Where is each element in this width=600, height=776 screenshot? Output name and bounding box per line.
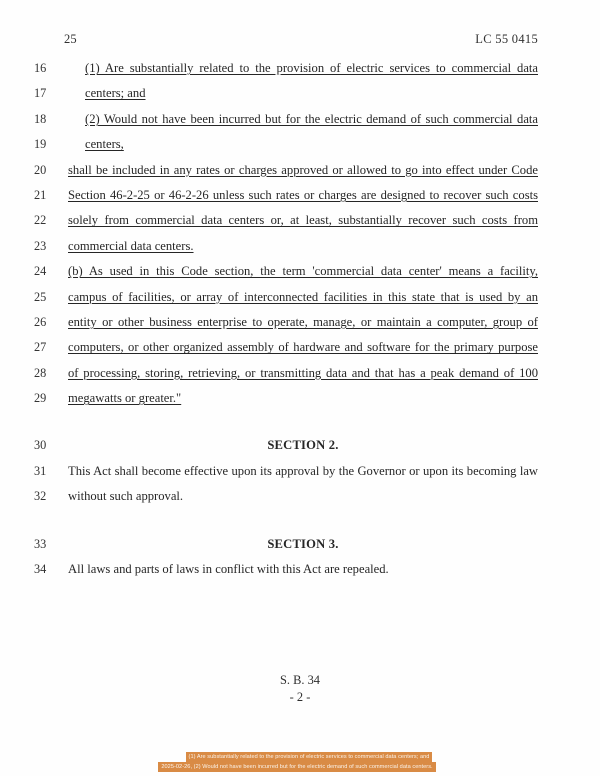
line-number: 34 [34, 562, 47, 577]
line-number: 16 [34, 61, 47, 75]
line-text: campus of facilities, or array of interconnected facilities in this state that is used by an [68, 289, 538, 304]
line-text: megawatts or greater." [68, 391, 182, 406]
line-number: 31 [34, 463, 47, 478]
document-line [0, 261, 600, 286]
document-line [0, 109, 600, 134]
line-number: 17 [34, 86, 47, 101]
annotation-line-1-text: (1) Are substantially related to the provision of electric services to commercial data centers; and [188, 753, 430, 760]
line-number: 28 [34, 365, 47, 380]
page-header [64, 32, 538, 50]
document-line [0, 210, 600, 235]
line-number: 18 [34, 111, 47, 126]
document-line [0, 559, 600, 584]
document-line [0, 312, 600, 337]
line-number: 32 [34, 489, 47, 504]
document-line [0, 58, 600, 83]
line-number: 30 [34, 438, 47, 453]
line-number: 21 [34, 187, 47, 202]
line-text: centers; and [85, 86, 146, 101]
line-text: shall be included in any rates or charges approved or allowed to go into effect under Code [68, 162, 538, 177]
line-text: centers, [85, 137, 124, 152]
document-line [0, 83, 600, 108]
line-text: (1) Are substantially related to the provision of electric services to commercial data [85, 61, 538, 75]
document-line [0, 363, 600, 388]
footer-bill-id: S. B. 34 [280, 673, 320, 687]
annotation-line-2[interactable] [158, 762, 435, 772]
document-line [0, 534, 600, 559]
document-line [0, 185, 600, 210]
line-number: 22 [34, 213, 47, 228]
line-text: (b) As used in this Code section, the term 'commercial data center' means a facility, [68, 264, 538, 279]
document-body [0, 58, 600, 584]
document-line [0, 486, 600, 511]
line-number: 23 [34, 238, 47, 253]
header-page-number: 25 [64, 32, 77, 46]
line-number: 29 [34, 391, 47, 406]
line-number: 20 [34, 162, 47, 177]
line-number: 33 [34, 536, 47, 551]
annotation-line-1[interactable] [186, 752, 433, 762]
page-footer [0, 672, 600, 705]
line-text: Section 46-2-25 or 46-2-26 unless such rates or charges are designed to recover such costs [68, 187, 538, 202]
annotation-overlay [0, 752, 600, 776]
line-text: solely from commercial data centers or, at least, substantially recover such costs from [68, 213, 538, 228]
line-text: entity or other business enterprise to operate, manage, or maintain a computer, group of [68, 314, 538, 329]
line-text: This Act shall become effective upon its approval by the Governor or upon its becoming law [68, 463, 538, 478]
line-text: computers, or other organized assembly of hardware and software for the primary purpose [68, 340, 538, 355]
document-line [0, 160, 600, 185]
annotation-line-2-text: (2) Would not have been incurred but for the electric demand of such commercial data centers. [193, 763, 433, 770]
line-number: 26 [34, 314, 47, 329]
document-line [0, 388, 600, 413]
line-number: 19 [34, 137, 47, 152]
line-text: (2) Would not have been incurred but for the electric demand of such commercial data [85, 111, 538, 126]
header-lc-number: LC 55 0415 [475, 32, 538, 46]
line-text: without such approval. [68, 489, 184, 504]
document-line [0, 461, 600, 486]
document-line [0, 236, 600, 261]
document-line [0, 337, 600, 362]
section-heading: SECTION 2. [267, 438, 339, 453]
line-number: 24 [34, 264, 47, 279]
annotation-date: 2025-02-26, [161, 763, 193, 770]
line-number: 25 [34, 289, 47, 304]
document-line [0, 287, 600, 312]
footer-page-mark: - 2 - [289, 689, 311, 704]
line-number: 27 [34, 340, 47, 355]
line-text: All laws and parts of laws in conflict with this Act are repealed. [68, 562, 389, 577]
line-text: of processing, storing, retrieving, or transmitting data and that has a peak demand of 100 [68, 365, 538, 380]
document-line [0, 435, 600, 460]
document-line [0, 134, 600, 159]
section-heading: SECTION 3. [267, 536, 339, 551]
line-text: commercial data centers. [68, 238, 194, 253]
